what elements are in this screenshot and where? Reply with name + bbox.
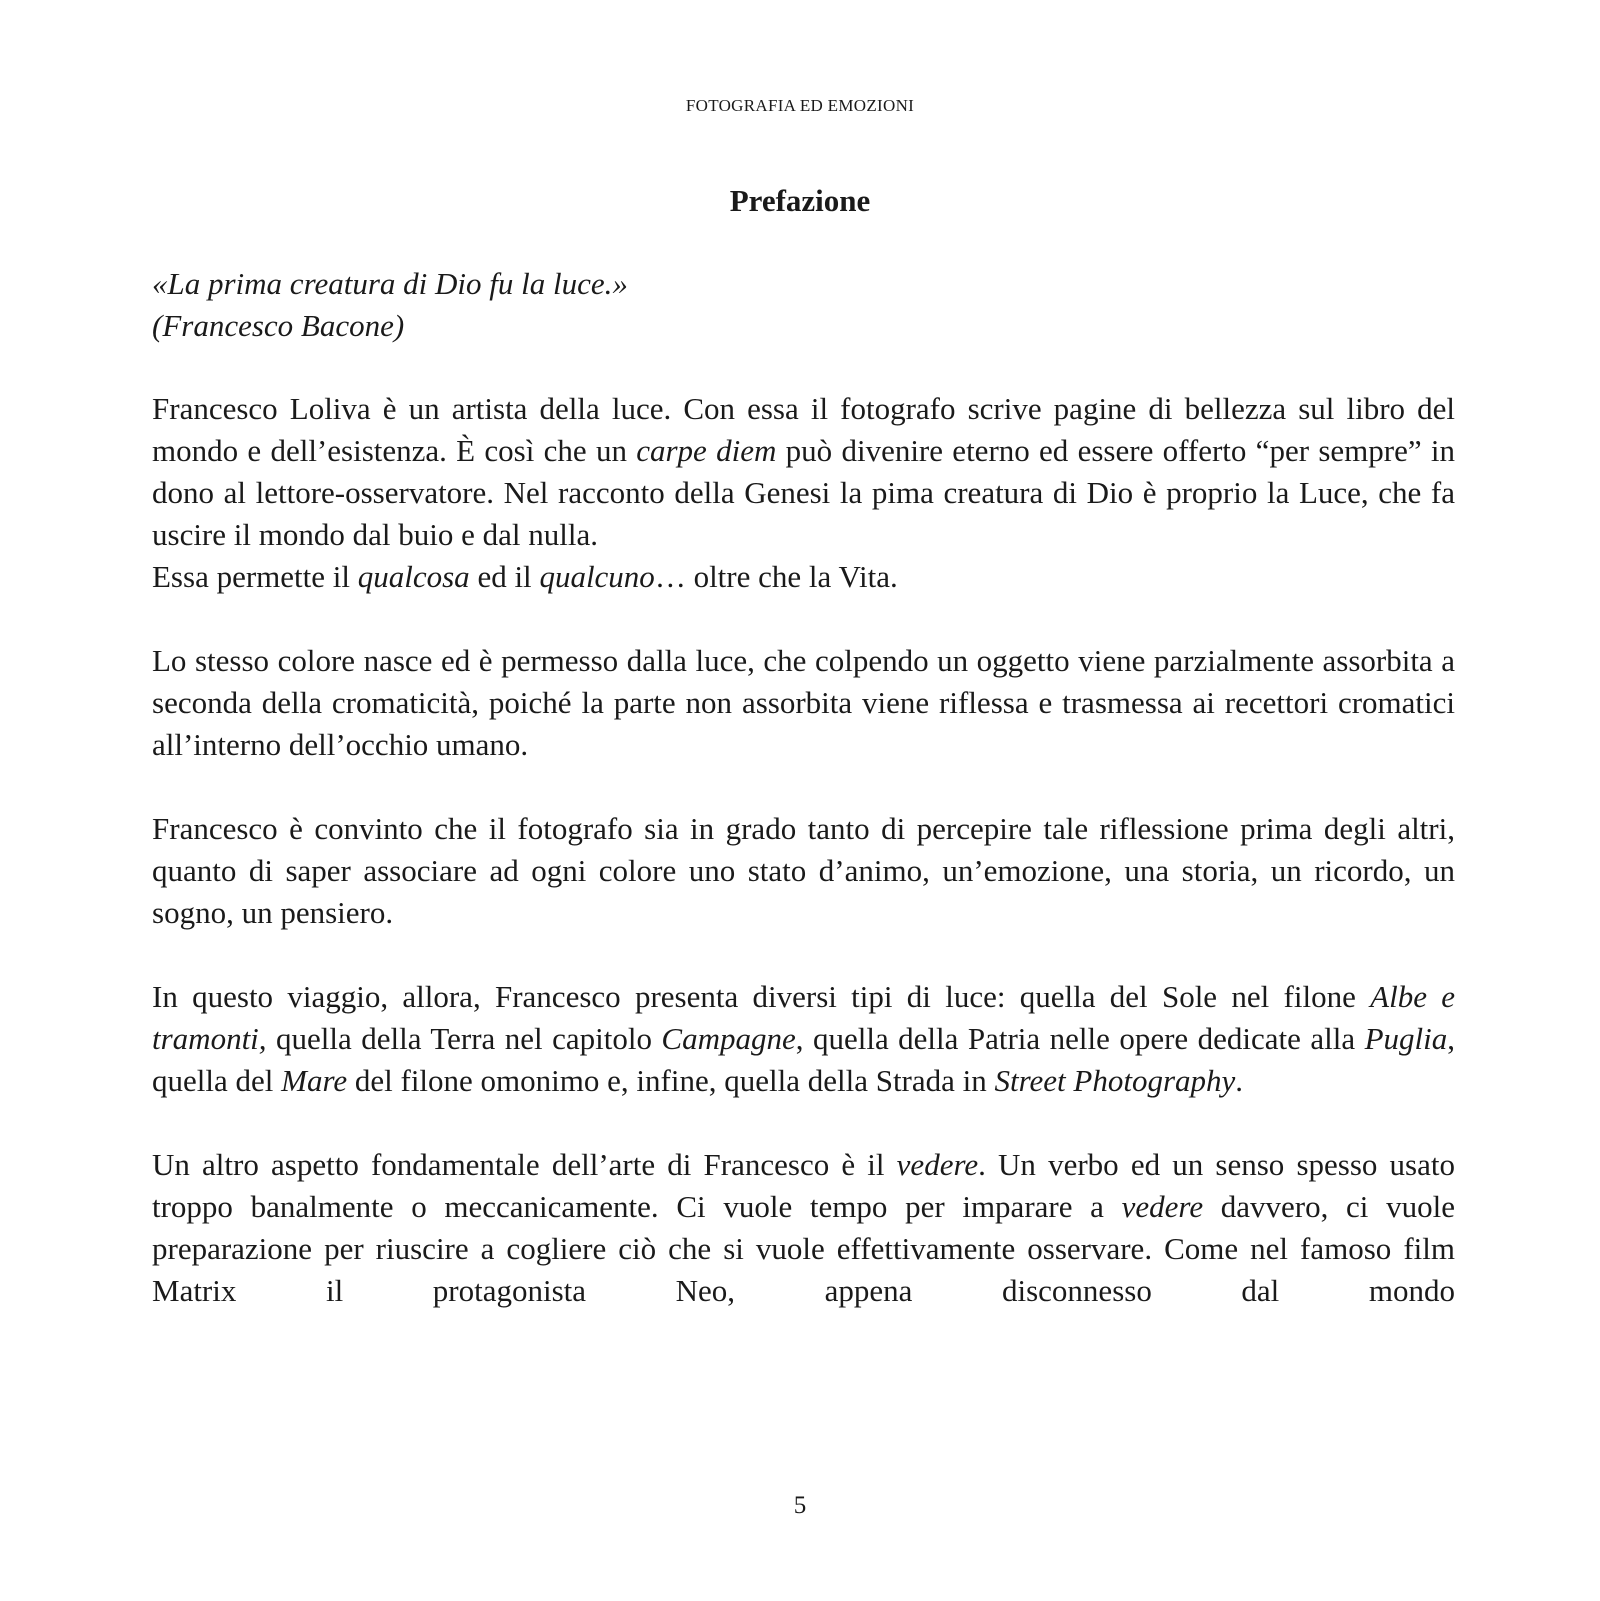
text-run: del filone omonimo e, infine, quella della Strada in (347, 1063, 995, 1098)
page-number: 5 (793, 1492, 807, 1519)
epigraph (152, 263, 1455, 347)
italic-run: Street Photography (994, 1063, 1236, 1098)
italic-run: qualcuno (539, 559, 655, 594)
text-run: Lo stesso colore nasce ed è permesso dalla luce, che colpendo un oggetto viene parzialmente assorbita a seconda della cromaticità, poiché la parte non assorbita viene riflessa e trasmessa ai recettori cromatici all’interno dell’occhio umano. (152, 643, 1455, 762)
epigraph-attribution: (Francesco Bacone) (152, 308, 405, 343)
italic-run: Campagne (661, 1021, 796, 1056)
italic-run: qualcosa (357, 559, 470, 594)
epigraph-quote: «La prima creatura di Dio fu la luce.» (152, 266, 628, 301)
text-run: Francesco Loliva è un artista della luce. Con essa il fotografo scrive pagine di bellezza sul libro del mondo e dell’esistenza. È così che un (152, 391, 1455, 468)
text-run: può divenire eterno ed essere offerto “per sempre” in dono al lettore-osservatore. Nel racconto della Genesi la pima creatura di Dio è proprio la Luce, che fa uscire il mondo dal buio e dal nulla. (152, 433, 1455, 552)
text-run: Francesco è convinto che il fotografo sia in grado tanto di percepire tale riflessione prima degli altri, quanto di saper associare ad ogni colore uno stato d’animo, un’emozione, una storia, un ricordo, un sogno, un pensiero. (152, 811, 1455, 930)
italic-run: vedere (896, 1147, 979, 1182)
text-run: In questo viaggio, allora, Francesco presenta diversi tipi di luce: quella del Sole nel filone (152, 979, 1371, 1014)
italic-run: Mare (281, 1063, 348, 1098)
text-run: , quella della Patria nelle opere dedicate alla (795, 1021, 1365, 1056)
paragraph-4 (152, 808, 1455, 934)
chapter-title: Prefazione (729, 183, 871, 218)
text-run: . (1235, 1063, 1244, 1098)
italic-run: vedere (1121, 1189, 1204, 1224)
text-run: quella della Terra nel capitolo (266, 1021, 662, 1056)
text-run: Un altro aspetto fondamentale dell’arte di Francesco è il (152, 1147, 897, 1182)
paragraph-5 (152, 976, 1455, 1102)
text-run: … oltre che la Vita. (654, 559, 898, 594)
text-run: ed il (469, 559, 540, 594)
paragraph-6 (152, 1144, 1455, 1312)
paragraph-1 (152, 388, 1455, 556)
body-text (152, 388, 1455, 1312)
text-run: , quella del (152, 1021, 1456, 1098)
italic-run: Puglia (1364, 1021, 1448, 1056)
text-run: Essa permette il (152, 559, 358, 594)
running-header: FOTOGRAFIA ED EMOZIONI (685, 96, 915, 115)
italic-run: carpe diem (636, 433, 777, 468)
paragraph-3 (152, 640, 1455, 766)
text-run: . Un verbo ed un senso spesso usato troppo banalmente o meccanicamente. Ci vuole tempo per imparare a (152, 1147, 1455, 1224)
paragraph-2 (152, 556, 1455, 598)
italic-run: Albe e tramonti, (152, 979, 1456, 1056)
text-run: davvero, ci vuole preparazione per riuscire a cogliere ciò che si vuole effettivamente osservare. Come nel famoso film Matrix il protagonista Neo, appena disconnesso dal mondo (152, 1189, 1455, 1308)
